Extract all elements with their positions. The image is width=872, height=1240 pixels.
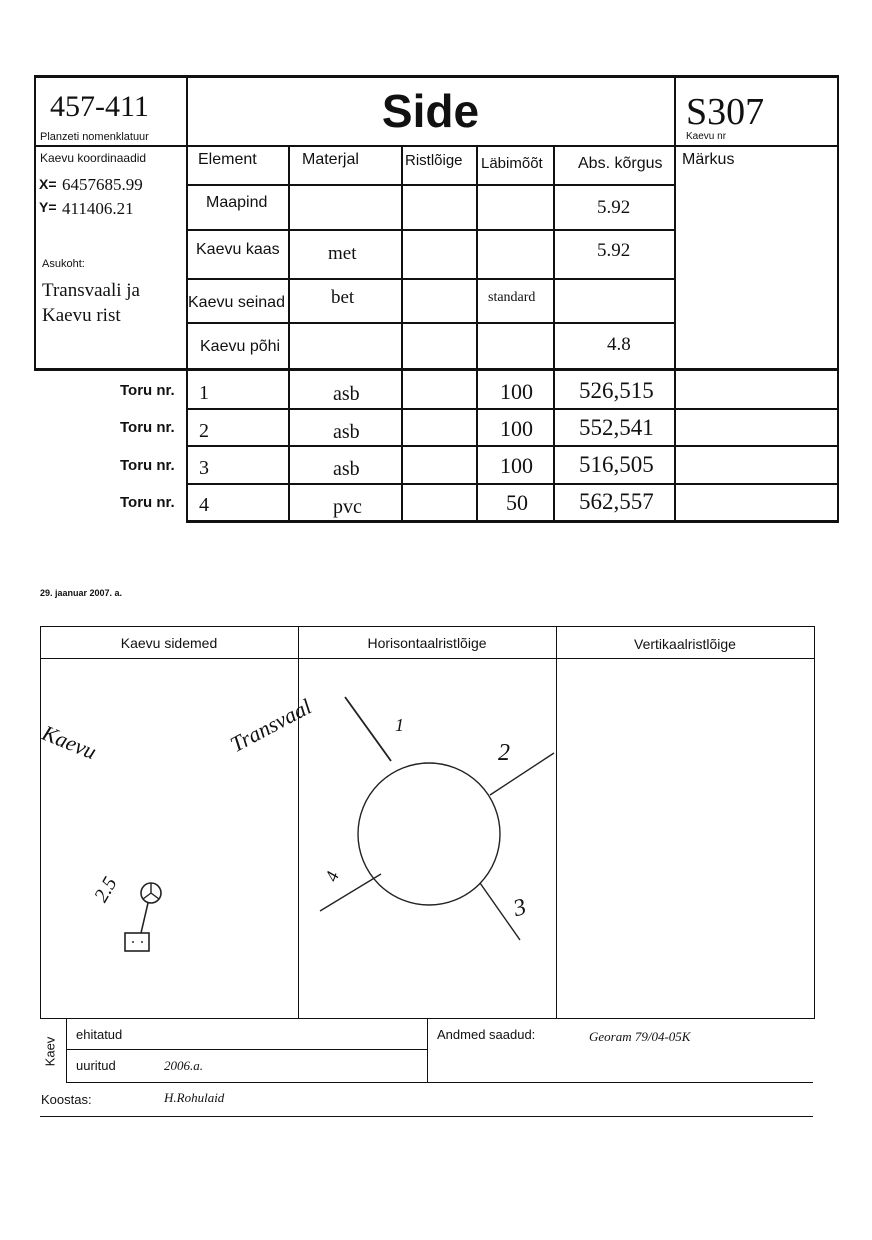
element-cell: Kaevu seinad <box>188 294 285 311</box>
location-line-2: Kaevu rist <box>42 305 121 326</box>
pipe-height: 552,541 <box>579 415 654 440</box>
pipe-diameter: 100 <box>500 379 533 404</box>
height-cell: 5.92 <box>597 197 631 218</box>
data-source-label: Andmed saadud: <box>437 1027 536 1042</box>
column-header-connections: Kaevu sidemed <box>120 635 218 651</box>
data-source-value: Georam 79/04-05K <box>589 1029 691 1044</box>
pipe-height: 526,515 <box>579 378 654 403</box>
compiled-value: H.Rohulaid <box>164 1090 225 1105</box>
diameter-cell: standard <box>488 290 536 305</box>
nomenclature-value: 457-411 <box>50 90 149 123</box>
pipe-label-1: 1 <box>395 715 404 735</box>
location-line-1: Transvaali ja <box>42 280 140 301</box>
element-cell: Maapind <box>206 194 268 211</box>
pipe-diameter: 100 <box>500 453 533 478</box>
header-remarks: Märkus <box>682 151 735 168</box>
pipe-number: 1 <box>199 382 209 404</box>
y-value: 411406.21 <box>62 199 134 218</box>
column-header-vertical-section: Vertikaalristlõige <box>634 636 736 652</box>
header-cross-section: Ristlõige <box>405 152 463 169</box>
handwritten-kaevu: Kaevu <box>38 720 101 765</box>
pipe-label-2: 2 <box>498 740 510 766</box>
surveyed-label: uuritud <box>76 1058 116 1073</box>
pipe-height: 562,557 <box>579 489 654 514</box>
document-date: 29. jaanuar 2007. a. <box>40 588 123 598</box>
height-cell: 5.92 <box>597 240 631 261</box>
nomenclature-label: Planzeti nomenklatuur <box>40 131 149 143</box>
material-cell: met <box>328 243 357 264</box>
pipe-height: 516,505 <box>579 452 654 477</box>
pipe-diameter: 100 <box>500 416 533 441</box>
compiled-label: Koostas: <box>41 1092 92 1107</box>
header-material: Materjal <box>302 151 359 168</box>
pipe-diameter: 50 <box>506 490 528 515</box>
column-header-horizontal-section: Horisontaalristlõige <box>367 635 487 651</box>
pipe-label: Toru nr. <box>120 494 175 511</box>
coordinates-label: Kaevu koordinaadid <box>40 151 147 165</box>
height-cell: 4.8 <box>607 334 631 355</box>
x-label: X= <box>39 176 57 192</box>
handwritten-distance: 2.5 <box>90 873 122 906</box>
handwritten-transvaal: Transvaal <box>226 693 316 758</box>
pipe-material: asb <box>333 458 360 480</box>
well-location-sketch <box>115 875 175 960</box>
well-circle <box>358 763 500 905</box>
pipe-number: 2 <box>199 420 209 442</box>
surveyed-value: 2006.a. <box>164 1058 203 1073</box>
well-number-value: S307 <box>686 91 765 133</box>
well-number-label: Kaevu nr <box>686 131 727 142</box>
header-abs-height: Abs. kõrgus <box>578 155 663 172</box>
y-label: Y= <box>39 199 57 215</box>
pipe-label-3: 3 <box>510 893 530 923</box>
pipe-label: Toru nr. <box>120 457 175 474</box>
header-element: Element <box>198 151 257 168</box>
kaev-vertical-label: Kaev <box>42 1036 58 1067</box>
header-diameter: Läbimõõt <box>481 155 543 172</box>
pipe-number: 3 <box>199 457 209 479</box>
pipe-number: 4 <box>199 494 209 516</box>
built-label: ehitatud <box>76 1027 123 1042</box>
element-cell: Kaevu põhi <box>200 338 281 355</box>
pipe-material: pvc <box>333 496 362 518</box>
pipe-label: Toru nr. <box>120 419 175 436</box>
element-cell: Kaevu kaas <box>196 241 280 258</box>
pipe-label: Toru nr. <box>120 382 175 399</box>
horizontal-section-sketch <box>299 659 556 1018</box>
x-value: 6457685.99 <box>62 175 143 194</box>
material-cell: bet <box>331 287 355 308</box>
location-label: Asukoht: <box>42 258 85 270</box>
pipe-1-line <box>345 697 391 761</box>
pipe-material: asb <box>333 421 360 443</box>
pipe-material: asb <box>333 383 360 405</box>
pipe-label-4: 4 <box>321 868 343 884</box>
page-title: Side <box>381 85 480 137</box>
